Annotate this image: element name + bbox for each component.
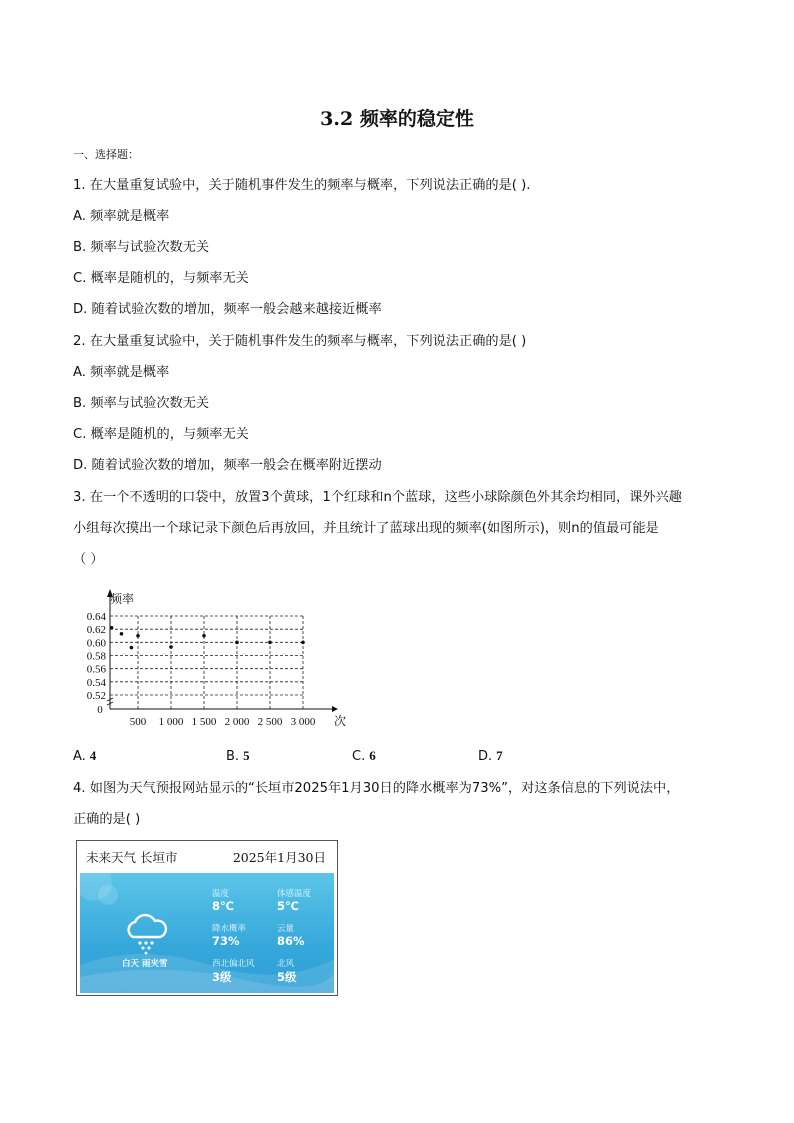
question-3-option-b bbox=[226, 748, 250, 764]
question-3-option-c bbox=[352, 748, 376, 764]
question-1-stem: 1. 在大量重复试验中，关于随机事件发生的频率与概率，下列说法正确的是( ). bbox=[73, 178, 531, 193]
page-title: 3.2 频率的稳定性 bbox=[320, 108, 474, 130]
question-2-stem: 2. 在大量重复试验中，关于随机事件发生的频率与概率，下列说法正确的是( ) bbox=[73, 334, 527, 349]
data-point bbox=[136, 634, 140, 638]
y-tick-label: 0.52 bbox=[86, 690, 106, 702]
question-3-stem-line-1: 3. 在一个不透明的口袋中，放置3个黄球，1个红球和n个蓝球，这些小球除颜色外其余均相同，课外兴趣 bbox=[73, 490, 682, 505]
feels-like-label: 体感温度 bbox=[277, 889, 312, 899]
precipitation-label: 降水概率 bbox=[212, 924, 247, 934]
weather-date: 2025年1月30日 bbox=[232, 850, 326, 865]
question-3-option-d bbox=[478, 748, 503, 764]
question-2-option-d: D. 随着试验次数的增加，频率一般会在概率附近摆动 bbox=[73, 458, 382, 473]
temperature-label: 温度 bbox=[212, 889, 230, 899]
option-value: 5 bbox=[243, 748, 250, 763]
y-tick-label: 0.54 bbox=[86, 676, 106, 689]
option-value: 4 bbox=[89, 748, 97, 763]
data-point bbox=[120, 632, 124, 636]
question-3-stem-line-2: 小组每次摸出一个球记录下颜色后再放回，并且统计了蓝球出现的频率(如图所示)，则n的值最可能是 bbox=[73, 521, 659, 536]
origin-label: 0 bbox=[97, 704, 103, 716]
question-4-stem-line-1: 4. 如图为天气预报网站显示的“长垣市2025年1月30日的降水概率为73%”，对这条信息的下列说法中， bbox=[73, 781, 680, 796]
weather-widget bbox=[76, 840, 338, 996]
x-tick-label: 3 000 bbox=[290, 716, 316, 728]
data-point bbox=[202, 634, 206, 638]
option-letter: A. bbox=[73, 749, 86, 764]
option-letter: D. bbox=[478, 749, 493, 764]
y-tick-label: 0.58 bbox=[86, 650, 106, 663]
wind-value-1: 3级 bbox=[212, 970, 232, 984]
wind-label-2: 北风 bbox=[277, 959, 295, 969]
data-point bbox=[130, 646, 134, 650]
temperature-value: 8℃ bbox=[212, 899, 234, 913]
question-1-option-a: A. 频率就是概率 bbox=[73, 209, 170, 224]
data-point bbox=[110, 626, 114, 630]
section-heading: 一、选择题： bbox=[73, 148, 139, 161]
y-tick-label: 0.64 bbox=[86, 611, 106, 623]
data-point bbox=[268, 641, 272, 645]
cloud-cover-value: 86% bbox=[277, 934, 305, 948]
question-2-option-a: A. 频率就是概率 bbox=[73, 365, 170, 380]
weather-location: 未来天气 长垣市 bbox=[86, 850, 178, 865]
option-letter: C. bbox=[352, 749, 366, 764]
day-weather-label: 白天 雨夹雪 bbox=[122, 959, 168, 969]
y-tick-label: 0.62 bbox=[86, 624, 106, 637]
cloud-cover-label: 云量 bbox=[277, 924, 295, 934]
wind-value-2: 5级 bbox=[277, 970, 297, 984]
question-1-option-b: B. 频率与试验次数无关 bbox=[73, 240, 210, 255]
x-tick-label: 1 000 bbox=[158, 716, 184, 728]
y-axis-label: 频率 bbox=[110, 592, 135, 606]
feels-like-value: 5℃ bbox=[277, 899, 299, 913]
data-point bbox=[235, 641, 239, 645]
question-2-option-c: C. 概率是随机的，与频率无关 bbox=[73, 427, 249, 442]
x-tick-label: 1 500 bbox=[191, 716, 217, 728]
x-axis-arrow bbox=[332, 706, 338, 712]
weather-header bbox=[77, 841, 337, 871]
weather-panel bbox=[80, 873, 334, 993]
question-1-option-d: D. 随着试验次数的增加，频率一般会越来越接近概率 bbox=[73, 302, 382, 317]
data-point bbox=[169, 645, 173, 649]
question-4-stem-line-2: 正确的是( ) bbox=[73, 812, 141, 827]
x-tick-label: 500 bbox=[129, 716, 147, 728]
precipitation-value: 73% bbox=[212, 934, 240, 948]
question-3-option-a bbox=[73, 748, 96, 764]
x-tick-label: 2 500 bbox=[257, 716, 283, 728]
x-tick-label: 2 000 bbox=[224, 716, 250, 728]
question-1-option-c: C. 概率是随机的，与频率无关 bbox=[73, 271, 249, 286]
data-point bbox=[301, 641, 305, 645]
x-axis-label: 次 bbox=[334, 714, 347, 728]
option-letter: B. bbox=[226, 749, 240, 764]
y-tick-label: 0.56 bbox=[86, 663, 106, 676]
option-value: 7 bbox=[496, 748, 503, 763]
sleet-cloud-icon bbox=[124, 913, 168, 955]
option-value: 6 bbox=[369, 748, 376, 763]
question-3-stem-line-3: （ ） bbox=[73, 552, 104, 567]
question-2-option-b: B. 频率与试验次数无关 bbox=[73, 396, 210, 411]
wind-label-1: 西北偏北风 bbox=[212, 959, 255, 969]
frequency-chart bbox=[70, 583, 347, 733]
y-tick-label: 0.60 bbox=[86, 637, 106, 650]
